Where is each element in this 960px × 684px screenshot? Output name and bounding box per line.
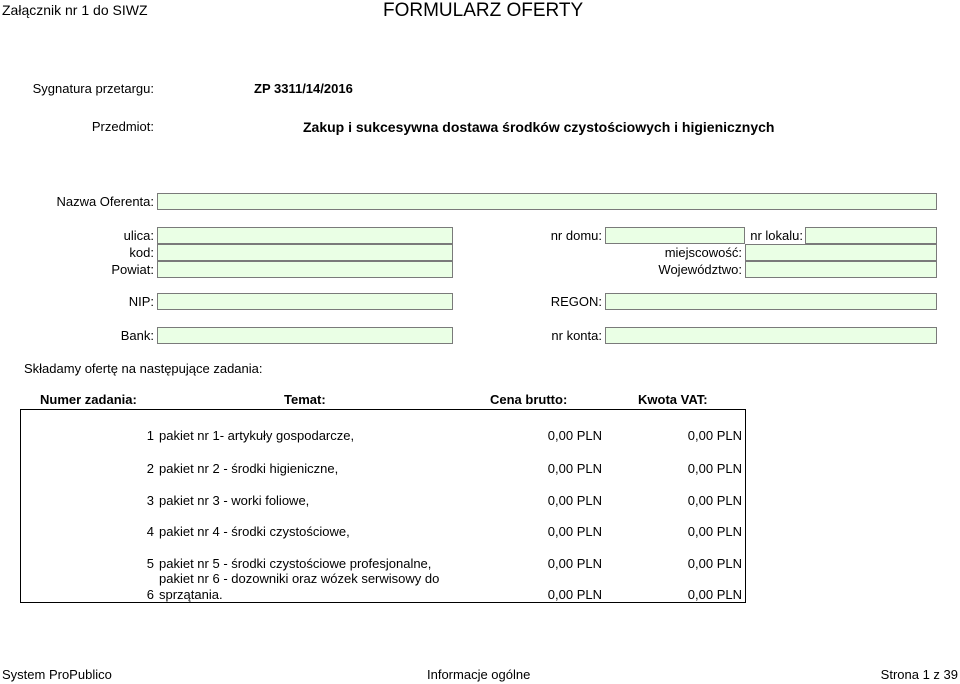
task-topic-line1: pakiet nr 6 - dozowniki oraz wózek serwisowy do	[159, 571, 440, 586]
street-label: ulica:	[123, 228, 154, 243]
header-vat-amount: Kwota VAT:	[638, 392, 708, 407]
task-price: 0,00 PLN	[547, 556, 602, 571]
table-bottom-border	[20, 602, 746, 603]
county-field[interactable]	[157, 261, 453, 278]
task-number: 2	[146, 461, 154, 476]
footer-center: Informacje ogólne	[427, 667, 531, 682]
postcode-field[interactable]	[157, 244, 453, 261]
task-topic: pakiet nr 2 - środki higieniczne,	[159, 461, 339, 476]
table-left-border	[20, 409, 21, 603]
task-vat: 0,00 PLN	[687, 428, 742, 443]
province-label: Województwo:	[658, 262, 742, 277]
bank-field[interactable]	[157, 327, 453, 344]
account-label: nr konta:	[551, 328, 602, 343]
subject-label: Przedmiot:	[91, 119, 154, 134]
footer-page-number: Strona 1 z 39	[880, 667, 958, 682]
signature-label: Sygnatura przetargu:	[32, 81, 154, 96]
postcode-label: kod:	[129, 245, 154, 260]
bidder-name-label: Nazwa Oferenta:	[56, 194, 154, 209]
task-vat: 0,00 PLN	[687, 587, 742, 602]
house-no-field[interactable]	[605, 227, 745, 244]
street-field[interactable]	[157, 227, 453, 244]
nip-field[interactable]	[157, 293, 453, 310]
header-task-number: Numer zadania:	[40, 392, 137, 407]
footer-left: System ProPublico	[2, 667, 112, 682]
page-title: FORMULARZ OFERTY	[383, 0, 584, 21]
task-number: 4	[146, 524, 154, 539]
account-field[interactable]	[605, 327, 937, 344]
table-top-border	[20, 409, 746, 410]
subject-value: Zakup i sukcesywna dostawa środków czystościowych i higienicznych	[303, 119, 775, 135]
house-no-label: nr domu:	[550, 228, 602, 243]
task-number: 1	[146, 428, 154, 443]
task-topic: pakiet nr 3 - worki foliowe,	[159, 493, 310, 508]
county-label: Powiat:	[111, 262, 154, 277]
table-right-border	[745, 409, 746, 603]
nip-label: NIP:	[128, 294, 154, 309]
header-topic: Temat:	[284, 392, 326, 407]
province-field[interactable]	[745, 261, 937, 278]
flat-no-label: nr lokalu:	[750, 228, 803, 243]
regon-label: REGON:	[550, 294, 602, 309]
task-topic: pakiet nr 5 - środki czystościowe profesjonalne,	[159, 556, 432, 571]
signature-value: ZP 3311/14/2016	[254, 81, 353, 96]
task-vat: 0,00 PLN	[687, 493, 742, 508]
attachment-label: Załącznik nr 1 do SIWZ	[2, 2, 148, 18]
task-number: 6	[146, 587, 154, 602]
bank-label: Bank:	[120, 328, 154, 343]
task-topic: pakiet nr 1- artykuły gospodarcze,	[159, 428, 355, 443]
flat-no-field[interactable]	[805, 227, 937, 244]
city-label: miejscowość:	[664, 245, 742, 260]
bidder-name-field[interactable]	[157, 193, 937, 210]
task-price: 0,00 PLN	[547, 428, 602, 443]
header-gross-price: Cena brutto:	[490, 392, 568, 407]
task-price: 0,00 PLN	[547, 587, 602, 602]
task-vat: 0,00 PLN	[687, 524, 742, 539]
task-topic-line2: sprzątania.	[159, 587, 223, 602]
task-vat: 0,00 PLN	[687, 461, 742, 476]
task-topic: pakiet nr 4 - środki czystościowe,	[159, 524, 350, 539]
task-vat: 0,00 PLN	[687, 556, 742, 571]
task-number: 3	[146, 493, 154, 508]
regon-field[interactable]	[605, 293, 937, 310]
city-field[interactable]	[745, 244, 937, 261]
offer-intro: Składamy ofertę na następujące zadania:	[24, 361, 263, 376]
task-price: 0,00 PLN	[547, 493, 602, 508]
task-price: 0,00 PLN	[547, 524, 602, 539]
task-price: 0,00 PLN	[547, 461, 602, 476]
task-number: 5	[146, 556, 154, 571]
